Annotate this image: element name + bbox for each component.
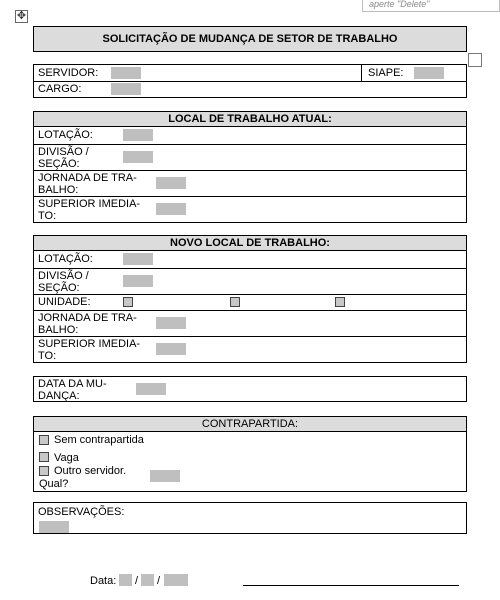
atual-jornada-label-2: BALHO:: [38, 184, 79, 196]
novo-divisao-row: [34, 269, 466, 295]
sem-contrapartida-label: Sem contrapartida: [54, 434, 144, 446]
atual-jornada-row: [34, 171, 466, 197]
contrapartida-section: [33, 416, 467, 492]
form-title: SOLICITAÇÃO DE MUDANÇA DE SETOR DE TRABALHO: [33, 26, 467, 52]
table-resize-handle[interactable]: [468, 53, 482, 67]
atual-divisao-field[interactable]: [123, 151, 153, 163]
atual-superior-label-2: TO:: [38, 210, 57, 222]
novo-section: [33, 235, 467, 363]
contrapartida-header: CONTRAPARTIDA:: [34, 417, 466, 432]
atual-section: [33, 111, 467, 223]
siape-divider: [361, 65, 362, 81]
atual-lotacao-label: LOTAÇÃO:: [38, 129, 93, 141]
atual-divisao-label-1: DIVISÃO /: [38, 146, 89, 158]
unidade-checkbox-3[interactable]: [335, 297, 345, 307]
date-year-field[interactable]: [164, 574, 188, 586]
novo-divisao-label-2: SEÇÃO:: [38, 282, 80, 294]
novo-header: NOVO LOCAL DE TRABALHO:: [34, 236, 466, 251]
novo-jornada-label-2: BALHO:: [38, 324, 79, 336]
signature-line: [243, 585, 459, 586]
date-label: Data:: [90, 575, 117, 587]
outro-servidor-label-2: Qual?: [39, 478, 69, 490]
atual-superior-row: [34, 197, 466, 223]
servidor-section: [33, 64, 467, 98]
date-month-field[interactable]: [141, 574, 154, 586]
novo-lotacao-field[interactable]: [123, 253, 153, 265]
novo-lotacao-row: [34, 251, 466, 269]
novo-superior-label-1: SUPERIOR IMEDIA-: [38, 338, 141, 350]
atual-divisao-row: [34, 145, 466, 171]
mudanca-label-1: DATA DA MU-: [38, 378, 107, 390]
atual-header: LOCAL DE TRABALHO ATUAL:: [34, 112, 466, 127]
atual-jornada-field[interactable]: [156, 177, 186, 189]
observacoes-field[interactable]: [39, 521, 69, 533]
sem-contrapartida-checkbox[interactable]: [39, 435, 49, 445]
vaga-checkbox[interactable]: [39, 452, 49, 462]
siape-label: SIAPE:: [368, 67, 404, 79]
unidade-checkbox-1[interactable]: [123, 297, 133, 307]
date-sep-2: /: [157, 575, 161, 587]
atual-divisao-label-2: SEÇÃO:: [38, 158, 80, 170]
vaga-label: Vaga: [54, 452, 79, 464]
mudanca-field[interactable]: [136, 383, 166, 395]
servidor-label: SERVIDOR:: [38, 67, 99, 79]
novo-superior-label-2: TO:: [38, 350, 57, 362]
atual-lotacao-field[interactable]: [123, 129, 153, 141]
atual-superior-label-1: SUPERIOR IMEDIA-: [38, 198, 141, 210]
novo-unidade-label: UNIDADE:: [38, 296, 91, 308]
novo-jornada-field[interactable]: [156, 317, 186, 329]
delete-hint: aperte "Delete": [362, 0, 500, 12]
siape-field[interactable]: [414, 67, 444, 79]
atual-superior-field[interactable]: [156, 203, 186, 215]
servidor-field[interactable]: [111, 67, 141, 79]
date-day-field[interactable]: [119, 574, 132, 586]
servidor-row: [34, 65, 466, 82]
outro-servidor-field[interactable]: [150, 470, 180, 482]
unidade-checkbox-2[interactable]: [230, 297, 240, 307]
outro-servidor-checkbox[interactable]: [39, 466, 49, 476]
date-sep-1: /: [135, 575, 139, 587]
mudanca-section: [33, 376, 467, 402]
cargo-field[interactable]: [111, 83, 141, 95]
atual-lotacao-row: [34, 127, 466, 145]
novo-lotacao-label: LOTAÇÃO:: [38, 253, 93, 265]
cargo-row: [34, 82, 466, 98]
outro-servidor-label-1: Outro servidor.: [54, 465, 127, 477]
novo-unidade-row: [34, 295, 466, 311]
novo-superior-row: [34, 337, 466, 363]
novo-divisao-field[interactable]: [123, 275, 153, 287]
table-move-handle-icon[interactable]: ✥: [16, 10, 27, 22]
atual-jornada-label-1: JORNADA DE TRA-: [38, 172, 137, 184]
novo-superior-field[interactable]: [156, 343, 186, 355]
novo-jornada-label-1: JORNADA DE TRA-: [38, 312, 137, 324]
observacoes-section: [33, 502, 467, 534]
mudanca-label-2: DANÇA:: [38, 390, 80, 402]
cargo-label: CARGO:: [38, 83, 82, 95]
novo-divisao-label-1: DIVISÃO /: [38, 270, 89, 282]
contrapartida-options: [34, 432, 466, 492]
novo-jornada-row: [34, 311, 466, 337]
observacoes-label: OBSERVAÇÕES:: [38, 506, 125, 518]
